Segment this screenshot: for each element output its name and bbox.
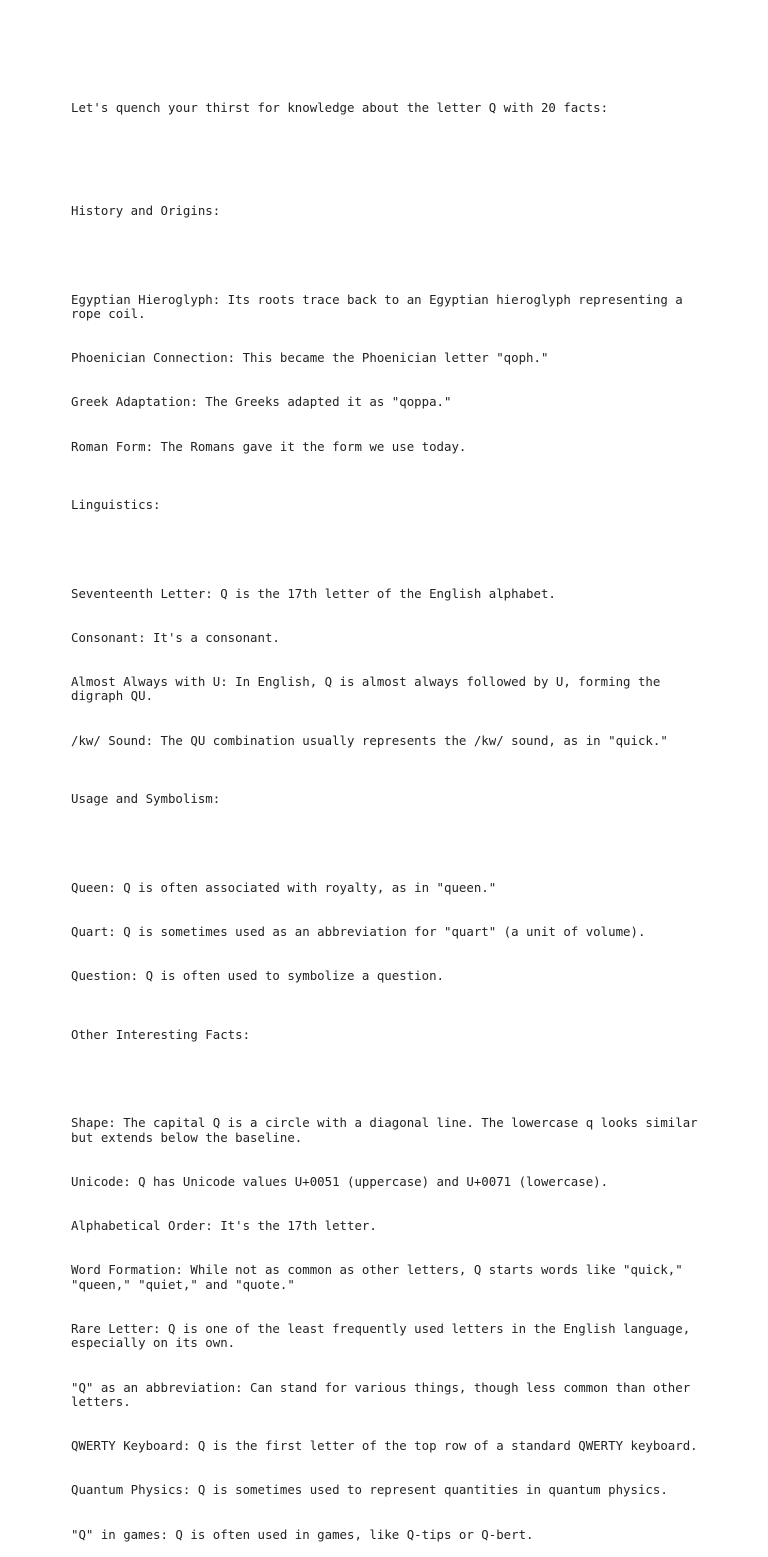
spacer	[71, 542, 711, 557]
fact-item: Greek Adaptation: The Greeks adapted it as "qoppa."	[71, 394, 452, 410]
fact-item: Question: Q is often used to symbolize a question.	[71, 967, 444, 983]
intro-text: Let's quench your thirst for knowledge about the letter Q with 20 facts:	[71, 100, 609, 116]
fact-item: Phoenician Connection: This became the Phoenician letter "qoph."	[71, 350, 549, 366]
spacer	[71, 1072, 711, 1087]
fact-item: Roman Form: The Romans gave it the form we use today.	[71, 438, 467, 454]
fact-item: Egyptian Hieroglyph: Its roots trace back to an Egyptian hieroglyph representing a rope coil.	[71, 291, 691, 322]
fact-item: Seventeenth Letter: Q is the 17th letter of the English alphabet.	[71, 585, 556, 601]
fact-item: Queen: Q is often associated with royalty, as in "queen."	[71, 879, 497, 895]
spacer	[71, 248, 711, 263]
spacer	[71, 146, 711, 161]
document-body	[71, 72, 711, 1557]
fact-item: Word Formation: While not as common as other letters, Q starts words like "quick," "queen," "quiet," and "quote."	[71, 1261, 691, 1292]
fact-item: Alphabetical Order: It's the 17th letter.	[71, 1217, 377, 1233]
fact-item: Quantum Physics: Q is sometimes used to represent quantities in quantum physics.	[71, 1482, 668, 1498]
fact-item: QWERTY Keyboard: Q is the first letter of the top row of a standard QWERTY keyboard.	[71, 1438, 698, 1454]
fact-item: Quart: Q is sometimes used as an abbreviation for "quart" (a unit of volume).	[71, 923, 646, 939]
fact-item: Almost Always with U: In English, Q is almost always followed by U, forming the digraph QU.	[71, 673, 668, 704]
section-heading-other: Other Interesting Facts:	[71, 1026, 251, 1042]
fact-item: /kw/ Sound: The QU combination usually represents the /kw/ sound, as in "quick."	[71, 732, 668, 748]
section-heading-usage: Usage and Symbolism:	[71, 791, 221, 807]
section-heading-linguistics: Linguistics:	[71, 497, 161, 513]
section-heading-history: History and Origins:	[71, 203, 221, 219]
fact-item: "Q" in games: Q is often used in games, like Q-tips or Q-bert.	[71, 1526, 534, 1542]
fact-item: "Q" as an abbreviation: Can stand for various things, though less common than other letters.	[71, 1379, 698, 1410]
fact-item: Consonant: It's a consonant.	[71, 629, 280, 645]
spacer	[71, 837, 711, 852]
fact-item: Shape: The capital Q is a circle with a diagonal line. The lowercase q looks similar but extends below the baseline.	[71, 1114, 706, 1145]
fact-item: Rare Letter: Q is one of the least frequently used letters in the English language, especially on its own.	[71, 1320, 698, 1351]
fact-item: Unicode: Q has Unicode values U+0051 (uppercase) and U+0071 (lowercase).	[71, 1173, 609, 1189]
